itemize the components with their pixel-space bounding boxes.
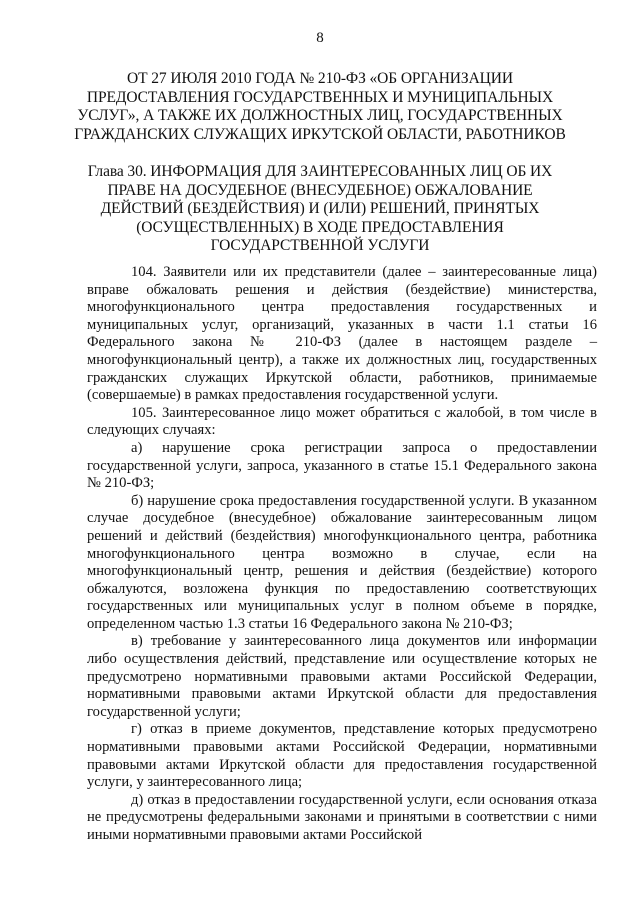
list-item-v: в) требование у заинтересованного лица документов или информации либо осуществления действий, представление или осуществление которых не предусмотрено нормативными правовыми актами Российской Федерации, нормативными правовыми актами Иркутской области для предоставления государственной услуги;	[87, 633, 597, 720]
list-item-d: д) отказ в предоставлении государственной услуги, если основания отказа не предусмотрены федеральными законами и принятыми в соответствии с ними иными нормативными правовыми актами Российской	[87, 791, 597, 843]
chapter-heading: Глава 30. ИНФОРМАЦИЯ ДЛЯ ЗАИНТЕРЕСОВАННЫХ ЛИЦ ОБ ИХ ПРАВЕ НА ДОСУДЕБНОЕ (ВНЕСУДЕБНОЕ) ОБЖАЛОВАНИЕ ДЕЙСТВИЙ (БЕЗДЕЙСТВИЯ) И (ИЛИ) РЕШЕНИЙ, ПРИНЯТЫХ (ОСУЩЕСТВЛЕННЫХ) В ХОДЕ ПРЕДОСТАВЛЕНИЯ ГОСУДАРСТВЕННОЙ УСЛУГИ	[87, 163, 553, 254]
section-heading-continued: ОТ 27 ИЮЛЯ 2010 ГОДА № 210-ФЗ «ОБ ОРГАНИЗАЦИИ ПРЕДОСТАВЛЕНИЯ ГОСУДАРСТВЕННЫХ И МУНИЦИПАЛЬНЫХ УСЛУГ», А ТАКЖЕ ИХ ДОЛЖНОСТНЫХ ЛИЦ, ГОСУДАРСТВЕННЫХ ГРАЖДАНСКИХ СЛУЖАЩИХ ИРКУТСКОЙ ОБЛАСТИ, РАБОТНИКОВ	[74, 70, 566, 143]
list-item-g: г) отказ в приеме документов, представление которых предусмотрено нормативными правовыми актами Российской Федерации, нормативными правовыми актами Иркутской области для предоставления государственной услуги, у заинтересованного лица;	[87, 721, 597, 791]
list-item-a: а) нарушение срока регистрации запроса о предоставлении государственной услуги, запроса, указанного в статье 15.1 Федерального закона № 210-ФЗ;	[87, 439, 597, 492]
document-body	[87, 264, 597, 845]
paragraph-104: 104. Заявители или их представители (далее – заинтересованные лица) вправе обжаловать решения и действия (бездействие) министерства, многофункционального центра предоставления государственных и муниципальных услуг, организаций, указанных в части 1.1 статьи 16 Федерального закона № 210-ФЗ (далее в настоящем разделе – многофункциональный центр), а также их должностных лиц, государственных гражданских служащих Иркутской области, работников, принимаемые (совершаемые) в рамках предоставления государственной услуги.	[87, 264, 597, 404]
paragraph-105: 105. Заинтересованное лицо может обратиться с жалобой, в том числе в следующих случаях:	[87, 404, 597, 439]
page-number: 8	[316, 30, 324, 46]
list-item-b: б) нарушение срока предоставления государственной услуги. В указанном случае досудебное (внесудебное) обжалование заинтересованным лицом решений и действий (бездействия) многофункционального центра, работника многофункционального центра возможно в случае, если на многофункциональный центр, решения и действия (бездействие) которого обжалуются, возложена функция по предоставлению соответствующих государственных или муниципальных услуг в полном объеме в порядке, определенном частью 1.3 статьи 16 Федерального закона № 210-ФЗ;	[87, 492, 597, 632]
